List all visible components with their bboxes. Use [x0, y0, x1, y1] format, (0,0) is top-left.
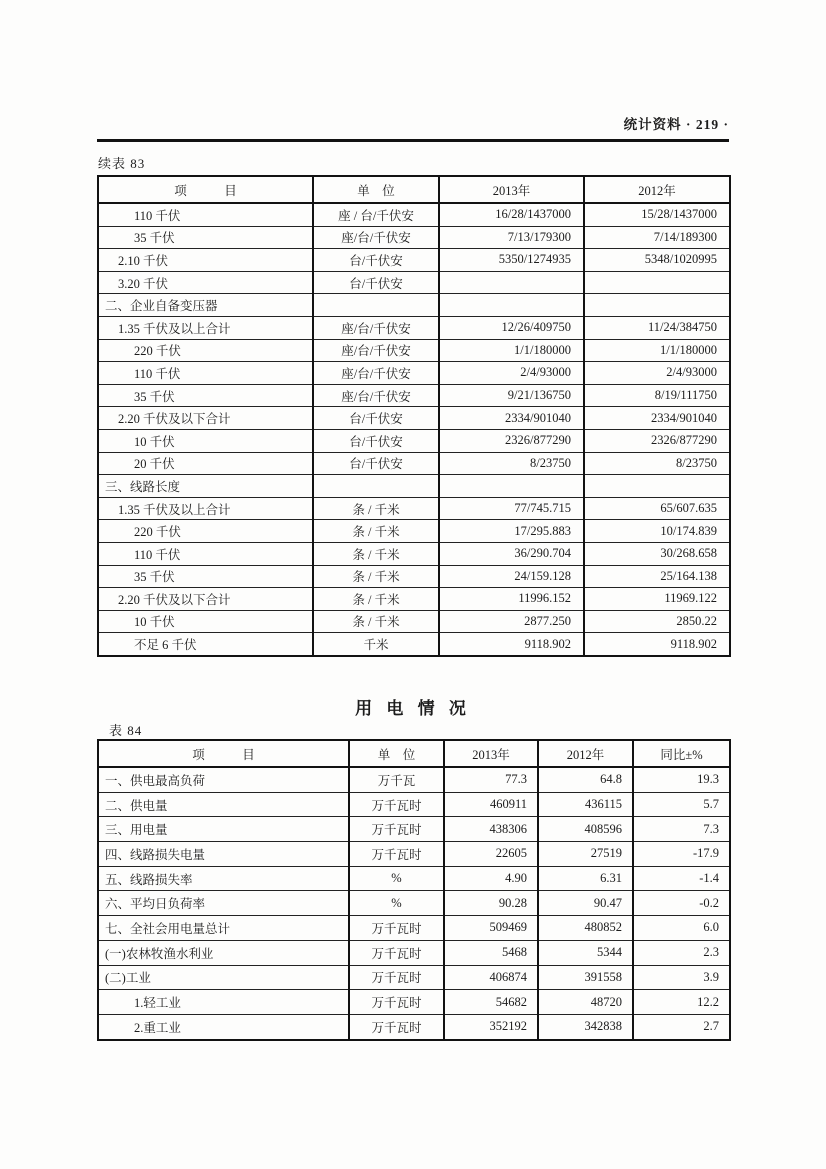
value-cell: 4.90 [444, 866, 538, 891]
item-cell: 10 千伏 [98, 610, 313, 633]
item-cell: 220 千伏 [98, 339, 313, 362]
value-cell: 12.2 [633, 990, 730, 1015]
value-cell: 2850.22 [584, 610, 730, 633]
value-cell [584, 271, 730, 294]
table-row [98, 452, 730, 475]
value-cell: 15/28/1437000 [584, 203, 730, 226]
column-header: 单 位 [313, 176, 439, 203]
value-cell: 64.8 [538, 767, 633, 792]
unit-cell: 座/台/千伏安 [313, 316, 439, 339]
value-cell [439, 271, 584, 294]
item-cell: 35 千伏 [98, 226, 313, 249]
unit-cell: 台/千伏安 [313, 407, 439, 430]
item-cell: 三、用电量 [98, 817, 349, 842]
unit-cell: 万千瓦时 [349, 965, 444, 990]
column-header: 2012年 [584, 176, 730, 203]
value-cell: 352192 [444, 1014, 538, 1039]
item-cell: 七、全社会用电量总计 [98, 916, 349, 941]
unit-cell: 座 / 台/千伏安 [313, 203, 439, 226]
value-cell: 391558 [538, 965, 633, 990]
table-row [98, 429, 730, 452]
value-cell: 6.31 [538, 866, 633, 891]
table-row [98, 940, 730, 965]
unit-cell: 台/千伏安 [313, 271, 439, 294]
item-cell: 不足 6 千伏 [98, 633, 313, 656]
value-cell [584, 475, 730, 498]
unit-cell: 千米 [313, 633, 439, 656]
column-header: 2013年 [444, 740, 538, 767]
column-header: 2013年 [439, 176, 584, 203]
unit-cell: 条 / 千米 [313, 497, 439, 520]
value-cell: -17.9 [633, 842, 730, 867]
value-cell: 480852 [538, 916, 633, 941]
unit-cell: 万千瓦时 [349, 1014, 444, 1039]
table-row [98, 588, 730, 611]
unit-cell: 条 / 千米 [313, 542, 439, 565]
unit-cell: 座/台/千伏安 [313, 339, 439, 362]
value-cell: 2334/901040 [439, 407, 584, 430]
value-cell: 12/26/409750 [439, 316, 584, 339]
item-cell: (一)农林牧渔水利业 [98, 940, 349, 965]
table-row [98, 249, 730, 272]
table-row [98, 475, 730, 498]
value-cell: -0.2 [633, 891, 730, 916]
value-cell: 24/159.128 [439, 565, 584, 588]
unit-cell: 座/台/千伏安 [313, 384, 439, 407]
value-cell [584, 294, 730, 317]
table-row [98, 497, 730, 520]
item-cell: 10 千伏 [98, 429, 313, 452]
table-row [98, 271, 730, 294]
unit-cell [313, 475, 439, 498]
header-rule [97, 139, 729, 142]
unit-cell: 万千瓦时 [349, 817, 444, 842]
value-cell: 11969.122 [584, 588, 730, 611]
table-row [98, 891, 730, 916]
value-cell: 7/14/189300 [584, 226, 730, 249]
value-cell: 36/290.704 [439, 542, 584, 565]
value-cell: 460911 [444, 792, 538, 817]
value-cell: 2326/877290 [584, 429, 730, 452]
item-cell: 110 千伏 [98, 362, 313, 385]
item-cell: 110 千伏 [98, 203, 313, 226]
value-cell: 54682 [444, 990, 538, 1015]
unit-cell: 座/台/千伏安 [313, 226, 439, 249]
item-cell: 1.35 千伏及以上合计 [98, 316, 313, 339]
unit-cell: 条 / 千米 [313, 588, 439, 611]
table-row [98, 339, 730, 362]
unit-cell: 台/千伏安 [313, 429, 439, 452]
value-cell: 7.3 [633, 817, 730, 842]
value-cell [439, 294, 584, 317]
unit-cell: 条 / 千米 [313, 565, 439, 588]
unit-cell: 万千瓦时 [349, 990, 444, 1015]
item-cell: 20 千伏 [98, 452, 313, 475]
value-cell: 77/745.715 [439, 497, 584, 520]
table84-label: 表 84 [109, 723, 143, 738]
table-row [98, 866, 730, 891]
value-cell: -1.4 [633, 866, 730, 891]
unit-cell: 万千瓦时 [349, 940, 444, 965]
table-row [98, 1014, 730, 1039]
value-cell: 2.7 [633, 1014, 730, 1039]
column-header: 同比±% [633, 740, 730, 767]
item-cell: 二、供电量 [98, 792, 349, 817]
value-cell: 408596 [538, 817, 633, 842]
unit-cell: 万千瓦时 [349, 792, 444, 817]
value-cell: 9118.902 [439, 633, 584, 656]
table-row [98, 362, 730, 385]
value-cell: 438306 [444, 817, 538, 842]
value-cell: 2877.250 [439, 610, 584, 633]
column-header: 项 目 [98, 740, 349, 767]
table-84 [97, 739, 731, 1041]
value-cell: 2326/877290 [439, 429, 584, 452]
item-cell: 一、供电最高负荷 [98, 767, 349, 792]
column-header: 单 位 [349, 740, 444, 767]
table-row [98, 610, 730, 633]
table-row [98, 203, 730, 226]
value-cell: 25/164.138 [584, 565, 730, 588]
value-cell: 10/174.839 [584, 520, 730, 543]
table-row [98, 965, 730, 990]
value-cell: 65/607.635 [584, 497, 730, 520]
table-row [98, 990, 730, 1015]
column-header: 项 目 [98, 176, 313, 203]
table-row [98, 226, 730, 249]
value-cell: 8/19/111750 [584, 384, 730, 407]
value-cell: 509469 [444, 916, 538, 941]
unit-cell: 座/台/千伏安 [313, 362, 439, 385]
value-cell: 2.3 [633, 940, 730, 965]
value-cell: 436115 [538, 792, 633, 817]
item-cell: 2.10 千伏 [98, 249, 313, 272]
table-row [98, 817, 730, 842]
item-cell: 二、企业自备变压器 [98, 294, 313, 317]
item-cell: 35 千伏 [98, 565, 313, 588]
value-cell: 2334/901040 [584, 407, 730, 430]
value-cell: 90.47 [538, 891, 633, 916]
value-cell: 5348/1020995 [584, 249, 730, 272]
table-row [98, 294, 730, 317]
unit-cell: % [349, 891, 444, 916]
value-cell: 342838 [538, 1014, 633, 1039]
item-cell: 1.35 千伏及以上合计 [98, 497, 313, 520]
column-header: 2012年 [538, 740, 633, 767]
value-cell: 77.3 [444, 767, 538, 792]
value-cell: 2/4/93000 [439, 362, 584, 385]
header-row [98, 740, 730, 767]
table-row [98, 767, 730, 792]
item-cell: 3.20 千伏 [98, 271, 313, 294]
value-cell: 9/21/136750 [439, 384, 584, 407]
table-row [98, 633, 730, 656]
value-cell: 8/23750 [439, 452, 584, 475]
header-row [98, 176, 730, 203]
value-cell: 11996.152 [439, 588, 584, 611]
item-cell: 220 千伏 [98, 520, 313, 543]
value-cell: 19.3 [633, 767, 730, 792]
item-cell: 2.重工业 [98, 1014, 349, 1039]
table83-label: 续表 83 [98, 156, 146, 171]
value-cell: 22605 [444, 842, 538, 867]
item-cell: 35 千伏 [98, 384, 313, 407]
value-cell: 7/13/179300 [439, 226, 584, 249]
value-cell: 17/295.883 [439, 520, 584, 543]
value-cell: 6.0 [633, 916, 730, 941]
table84-title: 用 电 情 况 [355, 699, 471, 718]
value-cell: 5.7 [633, 792, 730, 817]
item-cell: 2.20 千伏及以下合计 [98, 588, 313, 611]
item-cell: (二)工业 [98, 965, 349, 990]
unit-cell: 台/千伏安 [313, 452, 439, 475]
unit-cell: 万千瓦时 [349, 916, 444, 941]
table-row [98, 316, 730, 339]
unit-cell: 万千瓦时 [349, 842, 444, 867]
value-cell: 3.9 [633, 965, 730, 990]
item-cell: 三、线路长度 [98, 475, 313, 498]
item-cell: 四、线路损失电量 [98, 842, 349, 867]
unit-cell: % [349, 866, 444, 891]
table-row [98, 916, 730, 941]
unit-cell: 条 / 千米 [313, 610, 439, 633]
item-cell: 1.轻工业 [98, 990, 349, 1015]
item-cell: 110 千伏 [98, 542, 313, 565]
value-cell: 406874 [444, 965, 538, 990]
value-cell: 2/4/93000 [584, 362, 730, 385]
table-row [98, 542, 730, 565]
item-cell: 六、平均日负荷率 [98, 891, 349, 916]
value-cell: 90.28 [444, 891, 538, 916]
table-83 [97, 175, 731, 657]
value-cell: 16/28/1437000 [439, 203, 584, 226]
table-row [98, 842, 730, 867]
table-row [98, 407, 730, 430]
value-cell [439, 475, 584, 498]
value-cell: 5468 [444, 940, 538, 965]
unit-cell: 台/千伏安 [313, 249, 439, 272]
table-row [98, 384, 730, 407]
value-cell: 1/1/180000 [439, 339, 584, 362]
value-cell: 1/1/180000 [584, 339, 730, 362]
value-cell: 8/23750 [584, 452, 730, 475]
unit-cell [313, 294, 439, 317]
running-head: 统计资料 · 219 · [623, 117, 729, 132]
table-row [98, 520, 730, 543]
page-content [97, 0, 729, 1169]
value-cell: 5344 [538, 940, 633, 965]
item-cell: 2.20 千伏及以下合计 [98, 407, 313, 430]
unit-cell: 条 / 千米 [313, 520, 439, 543]
item-cell: 五、线路损失率 [98, 866, 349, 891]
value-cell: 27519 [538, 842, 633, 867]
value-cell: 30/268.658 [584, 542, 730, 565]
table-row [98, 792, 730, 817]
value-cell: 5350/1274935 [439, 249, 584, 272]
value-cell: 11/24/384750 [584, 316, 730, 339]
value-cell: 9118.902 [584, 633, 730, 656]
unit-cell: 万千瓦 [349, 767, 444, 792]
value-cell: 48720 [538, 990, 633, 1015]
table-row [98, 565, 730, 588]
